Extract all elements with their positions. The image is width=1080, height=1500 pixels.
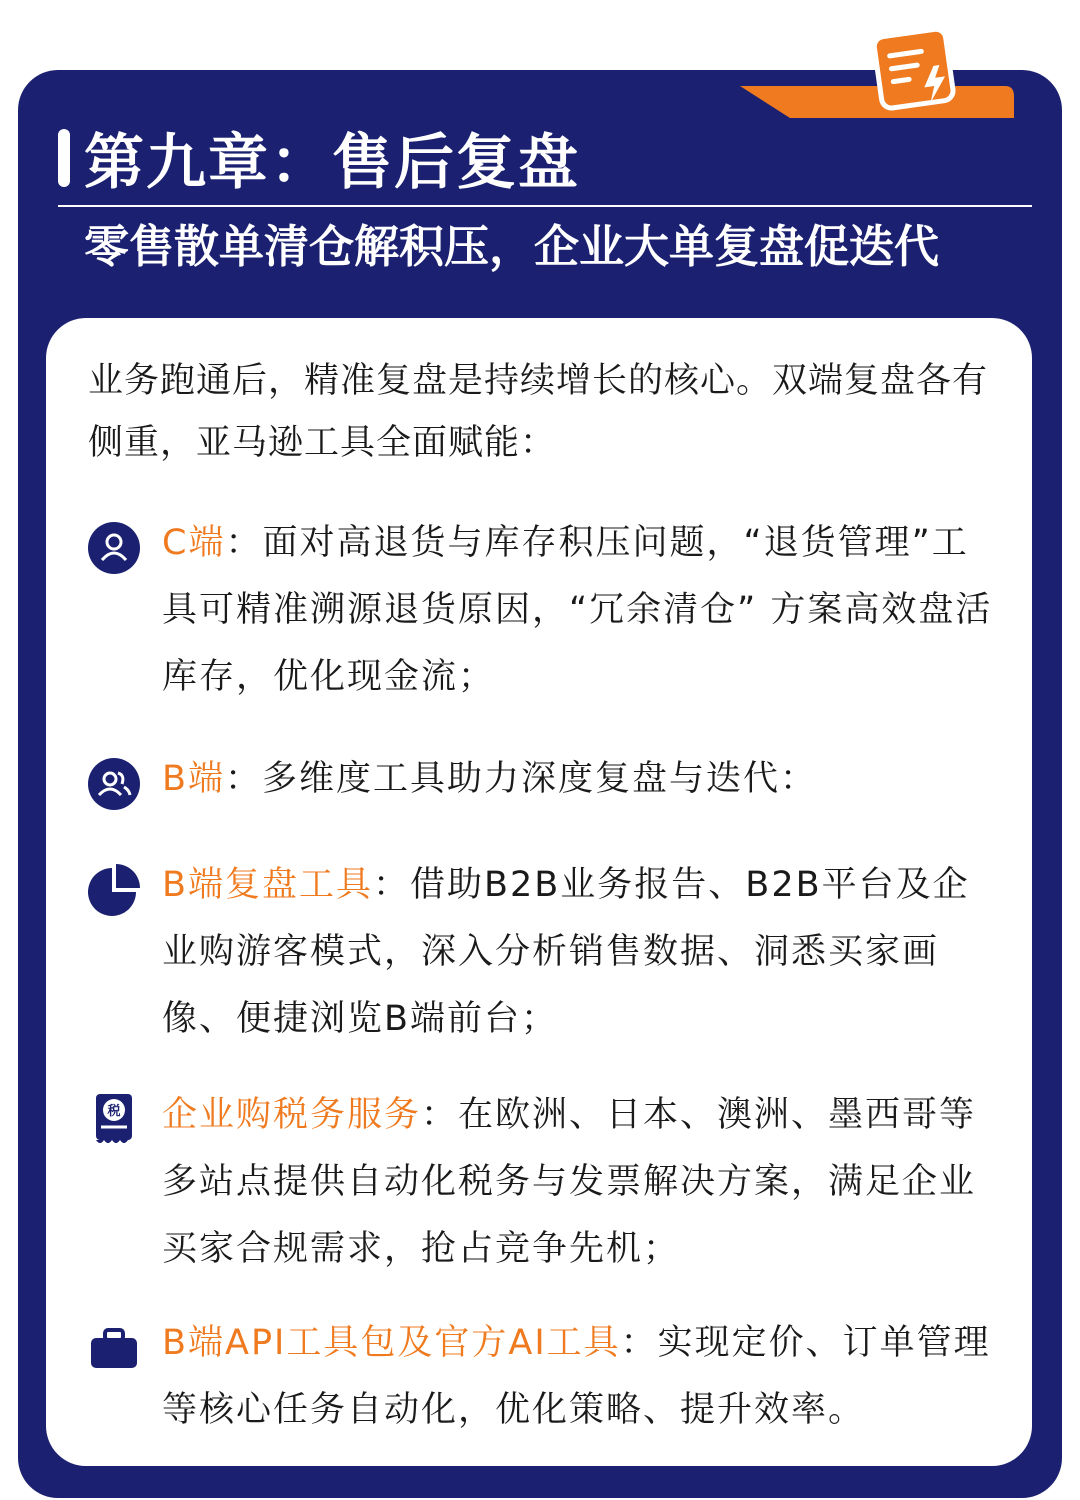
item-label: C端 bbox=[162, 523, 226, 563]
list-item-b-end bbox=[88, 746, 1008, 813]
chapter-subtitle: 零售散单清仓解积压，企业大单复盘促迭代 bbox=[84, 220, 940, 273]
item-label: 企业购税务服务 bbox=[162, 1095, 422, 1135]
list-item-c-end bbox=[88, 510, 1008, 711]
tax-char: 税 bbox=[107, 1104, 121, 1119]
item-label: B端复盘工具 bbox=[162, 865, 374, 905]
item-label: B端API工具包及官方AI工具 bbox=[162, 1323, 621, 1363]
chapter-title-row bbox=[58, 118, 580, 198]
intro-paragraph: 业务跑通后，精准复盘是持续增长的核心。双端复盘各有侧重，亚马逊工具全面赋能： bbox=[88, 361, 989, 463]
users-icon bbox=[88, 758, 140, 810]
item-body: ：多维度工具助力深度复盘与迭代： bbox=[225, 759, 818, 799]
item-label: B端 bbox=[162, 759, 226, 799]
list-item-api-tools bbox=[88, 1310, 1008, 1444]
list-item-review-tools bbox=[88, 852, 1008, 1053]
title-accent-bar bbox=[58, 129, 70, 187]
tax-receipt-icon bbox=[88, 1094, 140, 1146]
list-item-tax-service bbox=[88, 1082, 1008, 1283]
item-body: ：面对高退货与库存积压问题，“退货管理”工具可精准溯源退货原因，“冗余清仓” 方案高效盘活库存，优化现金流； bbox=[162, 523, 993, 697]
chapter-title: 第九章：售后复盘 bbox=[84, 128, 580, 198]
item-body: ：实现定价、订单管理等核心任务自动化，优化策略、提升效率。 bbox=[162, 1323, 991, 1430]
briefcase-icon bbox=[88, 1322, 140, 1374]
item-body: ：在欧洲、日本、澳洲、墨西哥等多站点提供自动化税务与发票解决方案，满足企业买家合规需求，抢占竞争先机； bbox=[162, 1095, 977, 1269]
title-divider bbox=[58, 205, 1032, 207]
item-body: ：借助B2B业务报告、B2B平台及企业购游客模式，深入分析销售数据、洞悉买家画像、便捷浏览B端前台； bbox=[162, 865, 970, 1039]
user-icon bbox=[88, 522, 140, 574]
pie-chart-icon bbox=[88, 864, 140, 916]
